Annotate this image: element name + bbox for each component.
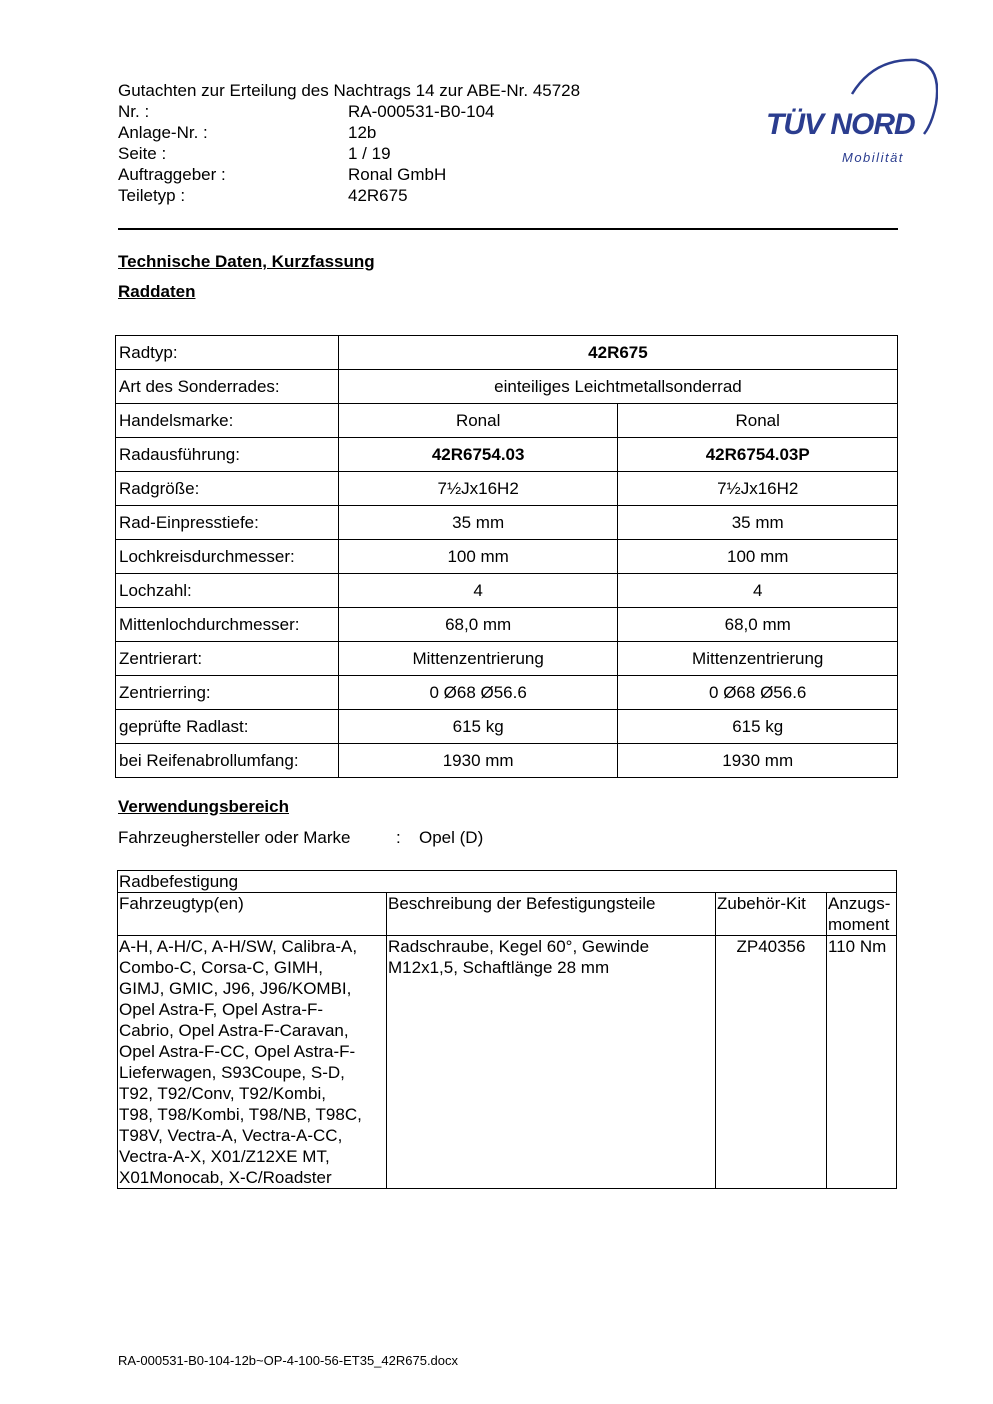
header-divider <box>118 228 898 230</box>
row-label: Radgröße: <box>116 472 339 506</box>
row-value-a: Mittenzentrierung <box>338 642 618 676</box>
table-row <box>116 370 898 404</box>
row-value: einteiliges Leichtmetallsonderrad <box>338 370 897 404</box>
row-value-a: 615 kg <box>338 710 618 744</box>
table-row <box>116 336 898 370</box>
row-value-a: 7½Jx16H2 <box>338 472 618 506</box>
col-header-types: Fahrzeugtyp(en) <box>118 893 387 936</box>
row-value-b: 100 mm <box>618 540 898 574</box>
wheel-data-table <box>115 335 898 778</box>
row-value-b: 0 Ø68 Ø56.6 <box>618 676 898 710</box>
col-header-description: Beschreibung der Befestigungsteile <box>387 893 716 936</box>
row-label: Lochkreisdurchmesser: <box>116 540 339 574</box>
usage-line <box>118 828 484 848</box>
row-value-a: 4 <box>338 574 618 608</box>
table-row <box>116 574 898 608</box>
row-value-a: 100 mm <box>338 540 618 574</box>
col-header-torque: Anzugs- moment <box>827 893 897 936</box>
table-row <box>118 871 897 893</box>
row-label: Mittenlochdurchmesser: <box>116 608 339 642</box>
row-label: Zentrierring: <box>116 676 339 710</box>
row-value-b: 1930 mm <box>618 744 898 778</box>
row-value-b: Ronal <box>618 404 898 438</box>
table-row <box>116 438 898 472</box>
row-value-b: 68,0 mm <box>618 608 898 642</box>
col-header-kit: Zubehör-Kit <box>716 893 827 936</box>
table-header-row <box>118 893 897 936</box>
row-value-b: Mittenzentrierung <box>618 642 898 676</box>
cell-description: Radschraube, Kegel 60°, Gewinde M12x1,5, Schaftlänge 28 mm <box>387 936 716 1189</box>
row-value-a: Ronal <box>338 404 618 438</box>
row-label: Radtyp: <box>116 336 339 370</box>
row-value-a: 68,0 mm <box>338 608 618 642</box>
row-label: geprüfte Radlast: <box>116 710 339 744</box>
row-label: bei Reifenabrollumfang: <box>116 744 339 778</box>
cell-torque: 110 Nm <box>827 936 897 1189</box>
row-label: Rad-Einpresstiefe: <box>116 506 339 540</box>
fixing-caption: Radbefestigung <box>118 871 897 893</box>
row-value-b: 7½Jx16H2 <box>618 472 898 506</box>
row-label: Lochzahl: <box>116 574 339 608</box>
usage-title: Verwendungsbereich <box>118 797 289 816</box>
row-value-a: 1930 mm <box>338 744 618 778</box>
row-label: Radausführung: <box>116 438 339 472</box>
table-row <box>116 710 898 744</box>
footer-filename: RA-000531-B0-104-12b~OP-4-100-56-ET35_42R675.docx <box>118 1353 459 1368</box>
row-value-a: 35 mm <box>338 506 618 540</box>
table-row <box>116 472 898 506</box>
table-row <box>116 744 898 778</box>
usage-label: Fahrzeughersteller oder Marke <box>118 828 351 847</box>
row-value-b: 615 kg <box>618 710 898 744</box>
section-title: Technische Daten, Kurzfassung <box>118 252 375 271</box>
row-value-b: 35 mm <box>618 506 898 540</box>
row-label: Zentrierart: <box>116 642 339 676</box>
row-value-a: 42R6754.03 <box>338 438 618 472</box>
table-row <box>116 404 898 438</box>
cell-vehicle-types: A-H, A-H/C, A-H/SW, Calibra-A, Combo-C, Corsa-C, GIMH, GIMJ, GMIC, J96, J96/KOMBI, Opel Astra-F, Opel Astra-F- Cabrio, Opel Astra-F-Caravan, Opel Astra-F-CC, Opel Astra-F- Lieferwagen, S93Coupe, S-D, T92, T92/Conv, T92/Kombi, T98, T98/Kombi, T98/NB, T98C, T98V, Vectra-A, Vectra-A-CC, Vectra-A-X, X01/Z12XE MT, X01Monocab, X-C/Roadster <box>118 936 387 1189</box>
section-subtitle: Raddaten <box>118 282 196 301</box>
table-row <box>116 642 898 676</box>
table-row <box>116 676 898 710</box>
logo-subtitle: Mobilität <box>842 150 904 165</box>
tuv-nord-logo <box>766 56 938 172</box>
logo-wordmark: TÜV NORD <box>766 108 915 141</box>
table-row <box>116 608 898 642</box>
row-value-b: 4 <box>618 574 898 608</box>
table-row <box>118 936 897 1189</box>
row-value-b: 42R6754.03P <box>618 438 898 472</box>
row-value: 42R675 <box>338 336 897 370</box>
table-row <box>116 506 898 540</box>
row-label: Art des Sonderrades: <box>116 370 339 404</box>
fixing-table <box>117 870 897 1189</box>
row-label: Handelsmarke: <box>116 404 339 438</box>
cell-kit: ZP40356 <box>716 936 827 1189</box>
usage-value: Opel (D) <box>419 828 484 847</box>
row-value-a: 0 Ø68 Ø56.6 <box>338 676 618 710</box>
table-row <box>116 540 898 574</box>
usage-colon: : <box>396 828 401 847</box>
